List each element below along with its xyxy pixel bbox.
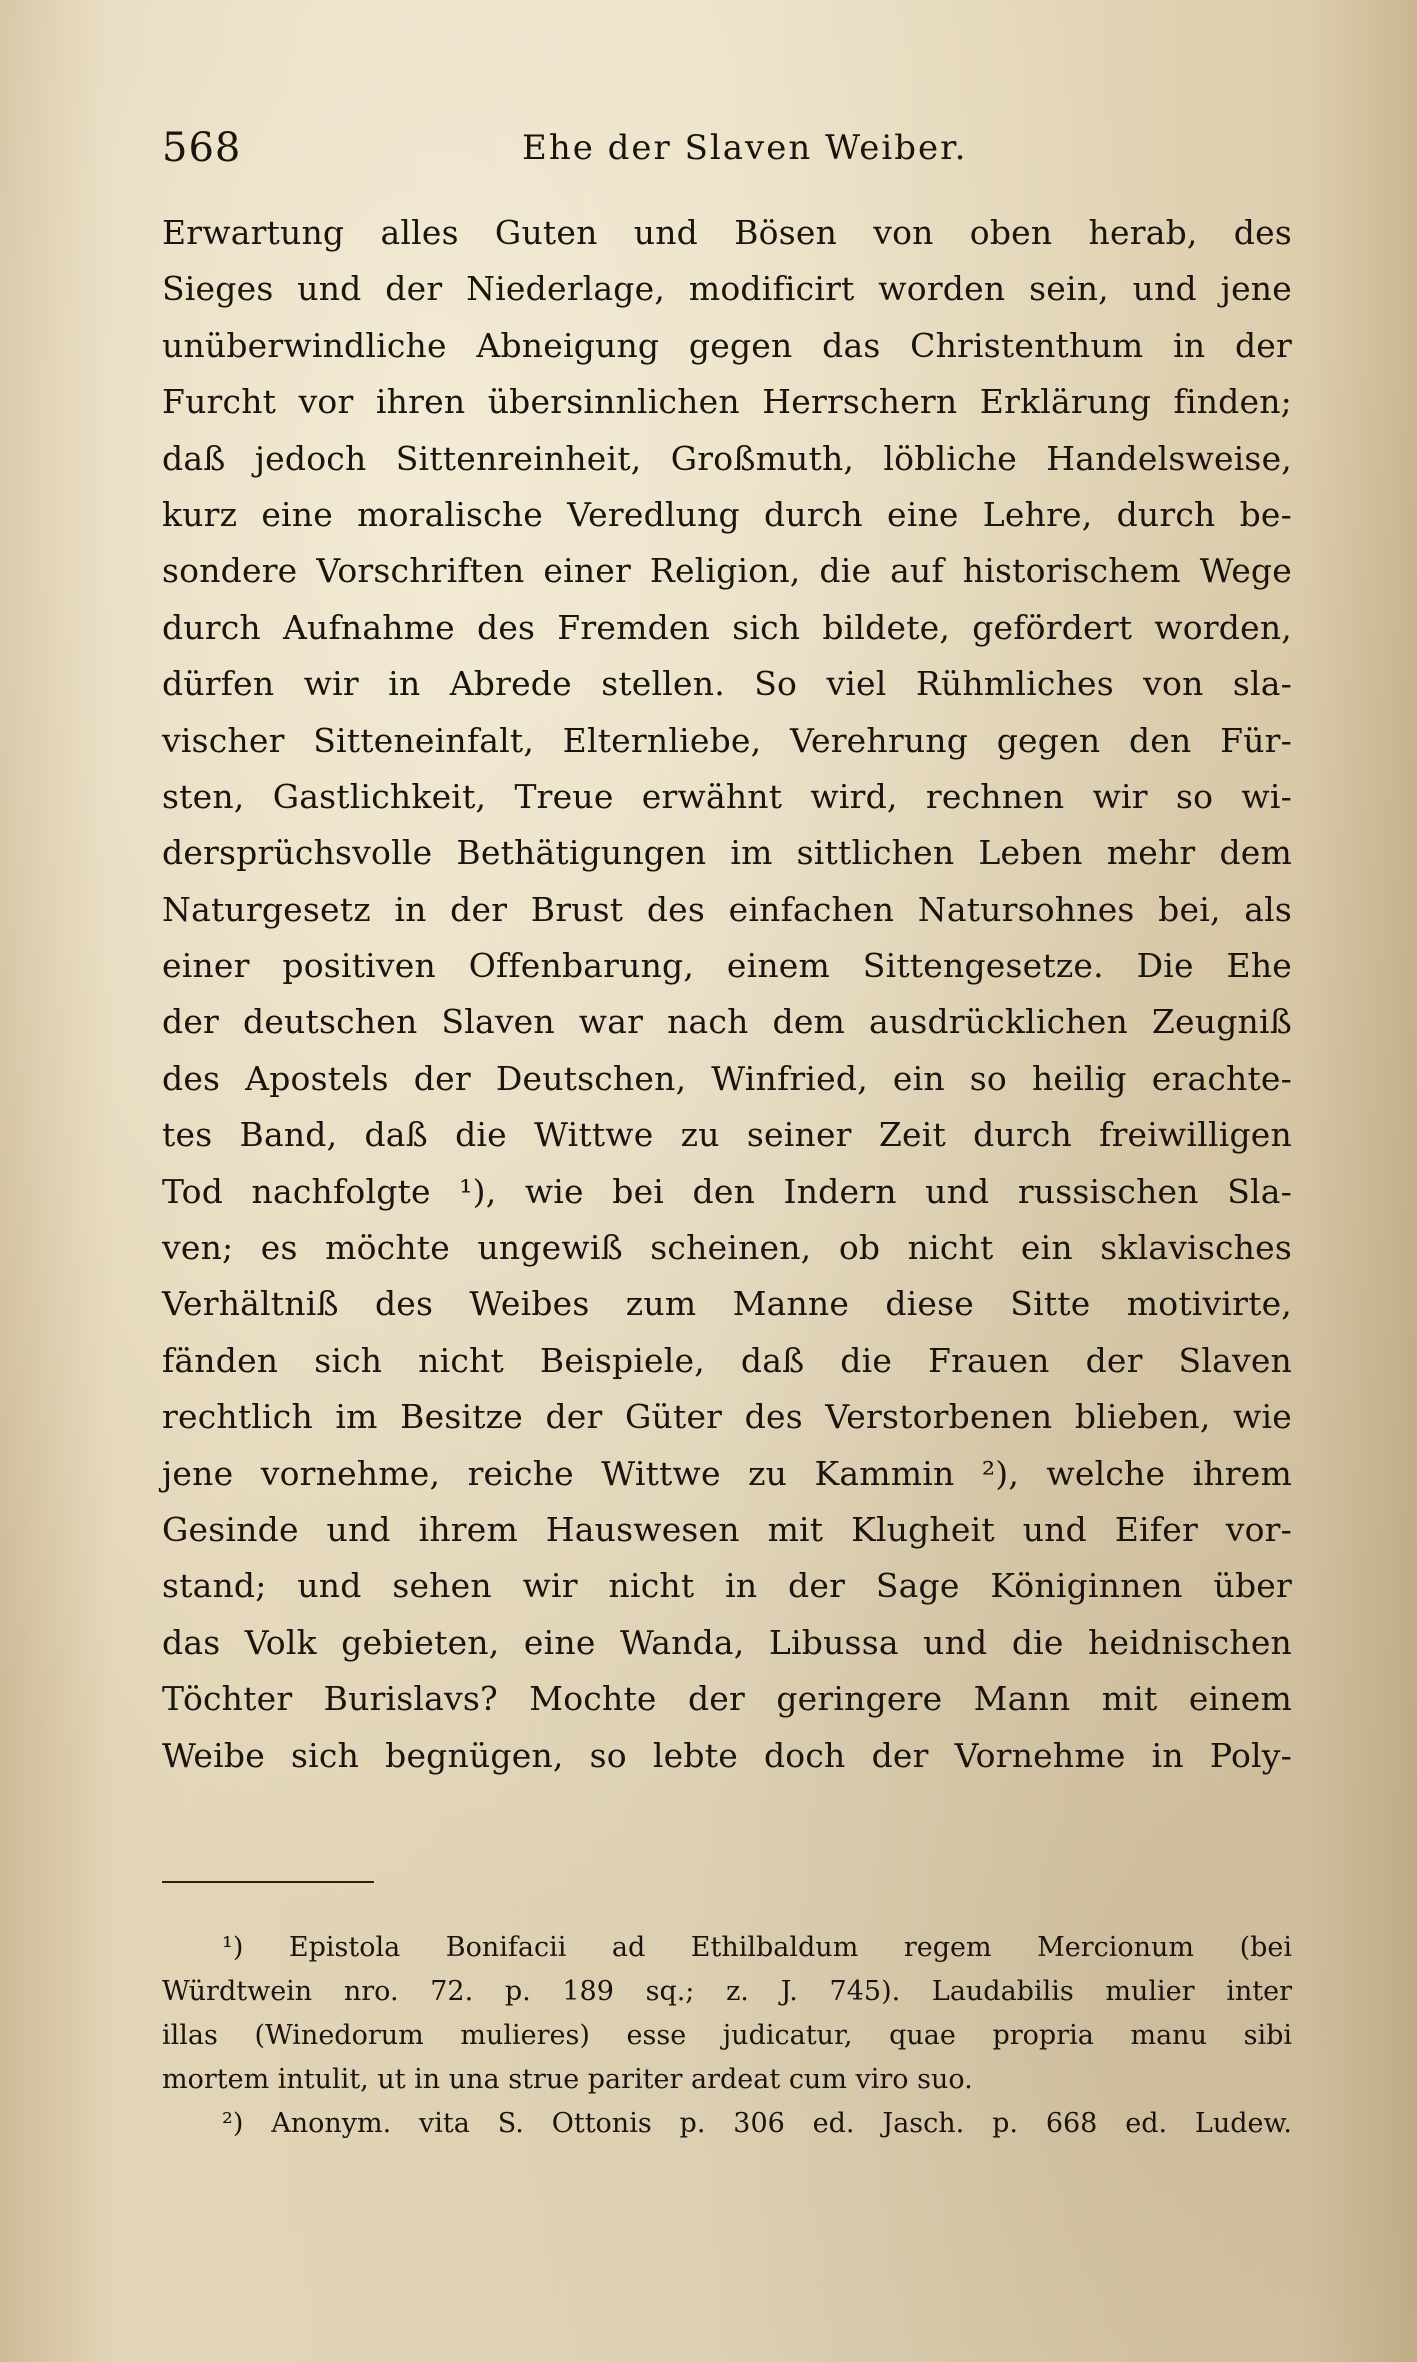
text-line: dersprüchsvolle Bethätigungen im sittlichen Leben mehr dem	[162, 833, 1292, 873]
text-line: Sieges und der Niederlage, modificirt worden sein, und jene	[162, 269, 1292, 309]
footnotes	[162, 1926, 1292, 2146]
text-line: vischer Sitteneinfalt, Elternliebe, Verehrung gegen den Für-	[162, 720, 1292, 760]
footnote-2: ²) Anonym. vita S. Ottonis p. 306 ed. Jasch. p. 668 ed. Ludew.	[222, 2108, 1292, 2139]
text-line: Naturgesetz in der Brust des einfachen Natursohnes bei, als	[162, 889, 1292, 929]
footnote-1-line: ¹) Epistola Bonifacii ad Ethilbaldum regem Mercionum (bei	[222, 1932, 1292, 1963]
text-line: tes Band, daß die Wittwe zu seiner Zeit durch freiwilligen	[162, 1115, 1292, 1155]
text-line: unüberwindliche Abneigung gegen das Christenthum in der	[162, 325, 1292, 365]
text-line: rechtlich im Besitze der Güter des Verstorbenen blieben, wie	[162, 1397, 1292, 1437]
text-line: Weibe sich begnügen, so lebte doch der Vornehme in Poly-	[162, 1735, 1292, 1775]
running-title: Ehe der Slaven Weiber.	[522, 128, 968, 168]
text-line: Töchter Burislavs? Mochte der geringere Mann mit einem	[162, 1679, 1292, 1719]
text-line: Tod nachfolgte ¹), wie bei den Indern und russischen Sla-	[162, 1171, 1292, 1211]
page-header	[162, 118, 1282, 178]
body-text	[162, 205, 1292, 1784]
text-line: sondere Vorschriften einer Religion, die auf historischem Wege	[162, 551, 1292, 591]
text-line: fänden sich nicht Beispiele, daß die Frauen der Slaven	[162, 1340, 1292, 1380]
text-line: Erwartung alles Guten und Bösen von oben herab, des	[162, 213, 1292, 252]
text-line: daß jedoch Sittenreinheit, Großmuth, löbliche Handelsweise,	[162, 438, 1292, 478]
text-line: kurz eine moralische Veredlung durch eine Lehre, durch be-	[162, 494, 1292, 534]
text-line: des Apostels der Deutschen, Winfried, ein so heilig erachte-	[162, 1058, 1292, 1098]
footnote-1-line: illas (Winedorum mulieres) esse judicatur, quae propria manu sibi	[162, 2020, 1292, 2051]
text-line: durch Aufnahme des Fremden sich bildete, gefördert worden,	[162, 607, 1292, 647]
text-line: jene vornehme, reiche Wittwe zu Kammin ²), welche ihrem	[162, 1453, 1292, 1493]
footnote-divider	[162, 1881, 374, 1883]
text-line: das Volk gebieten, eine Wanda, Libussa und die heidnischen	[162, 1622, 1292, 1662]
footnote-1-line: Würdtwein nro. 72. p. 189 sq.; z. J. 745). Laudabilis mulier inter	[162, 1976, 1292, 2007]
text-line: einer positiven Offenbarung, einem Sittengesetze. Die Ehe	[162, 946, 1292, 986]
text-line: dürfen wir in Abrede stellen. So viel Rühmliches von sla-	[162, 664, 1292, 704]
text-line: der deutschen Slaven war nach dem ausdrücklichen Zeugniß	[162, 1002, 1292, 1042]
text-line: Furcht vor ihren übersinnlichen Herrschern Erklärung finden;	[162, 382, 1292, 422]
text-line: stand; und sehen wir nicht in der Sage Königinnen über	[162, 1566, 1292, 1606]
page-number: 568	[162, 125, 242, 171]
footnote-1-line: mortem intulit, ut in una strue pariter ardeat cum viro suo.	[162, 2064, 973, 2095]
text-line: Gesinde und ihrem Hauswesen mit Klugheit und Eifer vor-	[162, 1509, 1292, 1549]
text-line: sten, Gastlichkeit, Treue erwähnt wird, rechnen wir so wi-	[162, 776, 1292, 816]
text-line: Verhältniß des Weibes zum Manne diese Sitte motivirte,	[162, 1284, 1292, 1324]
text-line: ven; es möchte ungewiß scheinen, ob nicht ein sklavisches	[162, 1228, 1292, 1268]
